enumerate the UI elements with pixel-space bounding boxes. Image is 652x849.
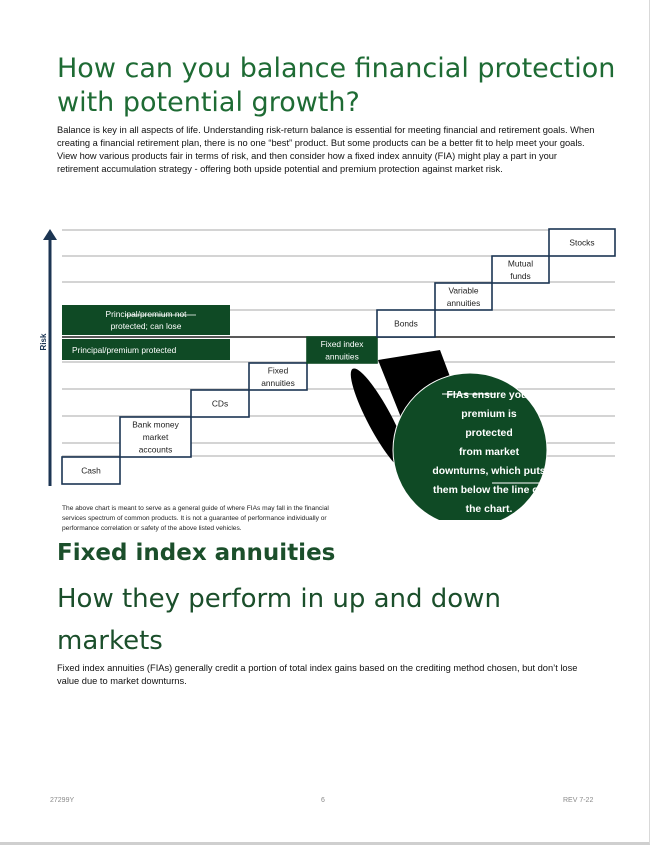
callout-text: premium is	[461, 409, 517, 420]
product-label: accounts	[138, 444, 173, 455]
product-box	[120, 417, 191, 457]
product-label: Bank money	[132, 419, 179, 430]
product-label: Cash	[81, 465, 101, 476]
product-label: Fixed index	[320, 338, 364, 349]
fia-callout	[342, 350, 547, 520]
band-protected	[62, 339, 230, 360]
band-not-protected	[62, 305, 230, 335]
product-box	[492, 256, 549, 283]
product-box	[307, 337, 377, 363]
protection-bands	[62, 305, 230, 360]
product-label: Bonds	[394, 318, 418, 329]
product-box	[549, 229, 615, 256]
product-label: annuities	[261, 377, 295, 388]
callout-text: downturns, which puts	[432, 466, 546, 477]
callout-text: them below the line on	[433, 485, 545, 496]
risk-axis-arrow	[43, 229, 57, 240]
band-not-protected-text: protected; can lose	[110, 321, 182, 331]
callout-text: FIAs ensure your	[446, 390, 532, 401]
product-label: market	[142, 432, 169, 442]
callout-text: the chart.	[465, 504, 513, 515]
risk-axis	[39, 229, 57, 486]
product-label: Fixed	[267, 365, 289, 376]
intro-paragraph: Balance is key in all aspects of life. Understanding risk-return balance is essential for meeting financial and retirement goals. When creating a financial retirement plan, there is no one “best” product. But some products can be a better fit to help meet your goals. View how various products fair in terms of risk, and then consider how a fixed index annuity (FIA) might play a part in your retirement accumulation strategy - offering both upside potential and premium protection against market risk.	[57, 125, 595, 174]
risk-axis-label: Risk	[39, 333, 48, 351]
product-label: Stocks	[569, 237, 595, 248]
page-title: How can you balance financial protection with potential growth?	[57, 53, 616, 118]
band-protected-text: Principal/premium protected	[72, 345, 177, 355]
section-heading: Fixed index annuities	[57, 540, 336, 566]
product-box	[249, 363, 307, 390]
band-not-protected-text: Principal/premium not	[105, 309, 187, 319]
product-label: Mutual	[507, 258, 534, 269]
section-body: Fixed index annuities (FIAs) generally credit a portion of total index gains based on the crediting method chosen, but don’t lose value due to market downturns.	[57, 663, 578, 686]
product-label: CDs	[211, 398, 229, 409]
footer-code: 27299Y	[50, 797, 75, 804]
product-box	[377, 310, 435, 337]
product-box	[62, 457, 120, 484]
chart-note: The above chart is meant to serve as a general guide of where FIAs may fall in the financial services spectrum of common products. It is not a guarantee of performance individually or performance correlation or safety of the above listed vehicles.	[62, 505, 329, 532]
section-subheading: How they perform in up and down markets	[57, 584, 501, 656]
product-box	[191, 390, 249, 417]
product-label: funds	[510, 270, 531, 281]
callout-text: protected	[465, 428, 513, 439]
product-label: Variable	[448, 285, 479, 296]
page-number: 6	[321, 797, 325, 804]
footer-revision: REV 7-22	[563, 797, 594, 804]
product-label: annuities	[325, 351, 359, 362]
product-box	[435, 283, 492, 310]
callout-text: from market	[458, 447, 520, 458]
product-label: annuities	[446, 297, 481, 308]
